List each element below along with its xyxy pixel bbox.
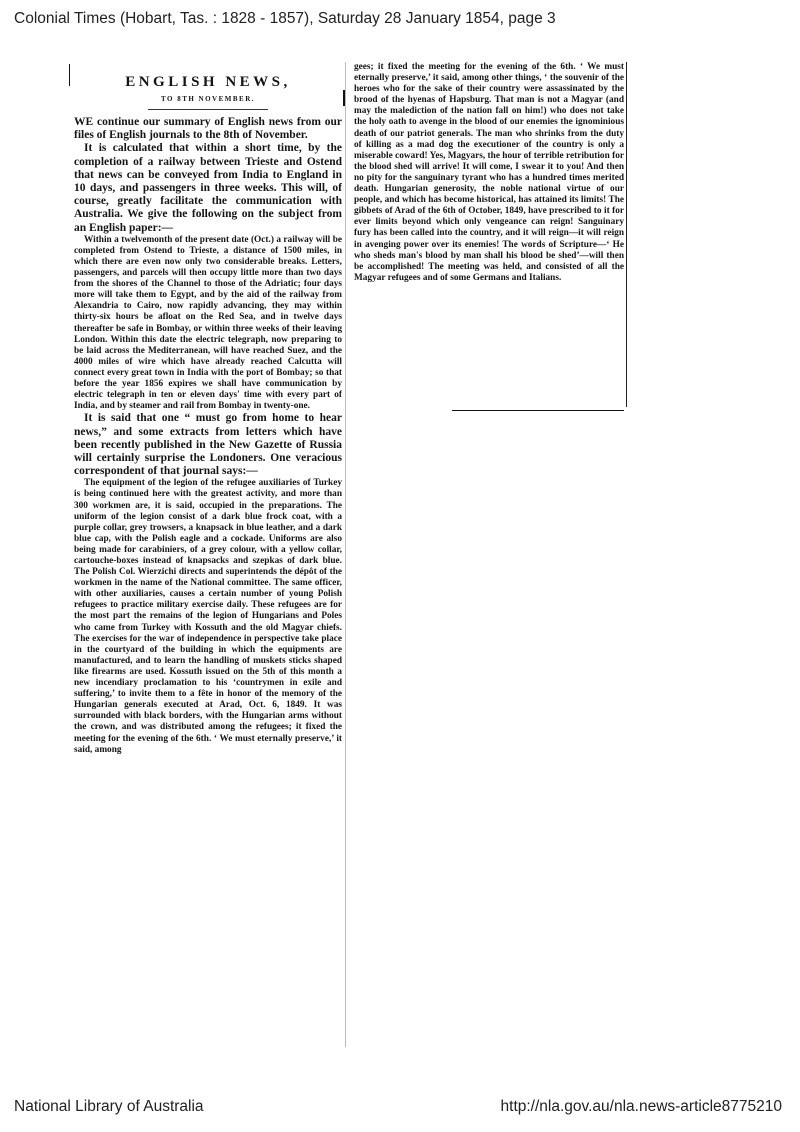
article-paragraph-telegraph: Within a twelvemonth of the present date (Oct.) a railway will be completed from Ostend to Trieste, a distance of 1500 miles, in which there are even now only two considerable breaks. Letters, passengers, and parcels will then occupy little more than two days from the shores of the Channel to those of the Adriatic; four days more will take them to Egypt, and by the aid of the railway from Alexandria to Cairo, now rapidly advancing, they may within thirty-six hours be afloat on the Red Sea, and in twelve days thereafter be safe in Bombay, or within three weeks of their leaving London. Within this date the electric telegraph, now preparing to be laid across the Mediterranean, will have reached Suez, and the 4000 miles of wire which have already reached Calcutta will connect every great town in India with the port of Bombay; so that before the year 1856 expires we shall have communication by electric telegraph in ten or eleven days' time with every part of India, and by steamer and rail from Bombay in twenty-one. (74, 234, 342, 412)
article-paragraph-intro: WE continue our summary of English news from our files of English journals to the 8th of November. (74, 116, 342, 142)
column-rule-right (626, 62, 627, 407)
article-paragraph-railway: It is calculated that within a short time, by the completion of a railway between Trieste and Ostend that news can be conveyed from India to England in 10 days, and passengers in three weeks. This will, of course, greatly facilitate the communication with Australia. We give the following on the subject from an English paper:— (74, 142, 342, 234)
footer-source: National Library of Australia (14, 1098, 204, 1115)
column-divider (345, 62, 346, 1047)
article-paragraph-legion: The equipment of the legion of the refugee auxiliaries of Turkey is being continued here with the greatest activity, and more than 300 workmen are, it is said, occupied in the preparations. The uniform of the legion consist of a dark blue frock coat, with a purple collar, grey trowsers, a knapsack in blue leather, and a dark blue cap, with the Polish eagle and a cockade. Uniforms are also being made for carabiniers, of a grey colour, with a yellow collar, cartouche-boxes instead of knapsacks and szepkas of dark blue. The Polish Col. Wierzichi directs and superintends the dépôt of the workmen in the name of the National committee. The same officer, with other auxiliaries, causes a certain number of young Polish refugees to practice military exercise daily. These refugees are for the most part the remains of the legion of Hungarians and Poles who came from Turkey with Kossuth and the old Magyar chiefs. The exercises for the war of independence in perspective take place in the courtyard of the building in which the equipments are manufactured, and to learn the handling of muskets sticks shaped like firearms are used. Kossuth issued on the 5th of this month a new incendiary proclamation to his ‘countrymen in exile and suffering,’ to invite them to a fête in honor of the memory of the Hungarian generals executed at Arad, Oct. 6, 1849. It was surrounded with black borders, with the Hungarian arms without the crown, and was distributed among the refugees; it fixed the meeting for the evening of the 6th. ‘ We must eternally preserve,’ it said, among (74, 478, 342, 755)
article-subtitle: TO 8TH NOVEMBER. (160, 95, 256, 103)
article-end-rule (452, 410, 624, 411)
article-column-2 (354, 62, 624, 412)
article-paragraph-continuation: gees; it fixed the meeting for the evening of the 6th. ‘ We must eternally preserve,’ it said, among other things, ‘ the souvenir of the heroes who for the sake of their country were assassinated by the brood of the hyenas of Hapsburg. That man is not a Magyar (and may the malediction of the nation fall on him!) who does not take the holy oath to avenge in the blood of our enemies the ignominious death of our patriot generals. The man who shrinks from the duty of killing as a mad dog the executioner of the country is only a miserable coward! Yes, Magyars, the hour of terrible retribution for the blood shed will arrive! It will come, I swear it to you! And then no pity for the sanguinary tyrant who has a hundred times merited death. Hungarian generosity, the noble national virtue of our people, and which has become historical, has attained its limits! The gibbets of Arad of the 6th of October, 1849, have prescribed to it for ever limits beyond which only vengeance can reign! Sanguinary fury has been called into the country, and it will reign—it will reign in avenging power over its enemies! The words of Scripture—‘ He who sheds man's blood by man shall his blood be shed’—will then be accomplished! The meeting was held, and consisted of all the Magyar refugees and of some Germans and Italians. (354, 62, 624, 283)
article-column-1 (74, 62, 342, 1062)
page-citation-header: Colonial Times (Hobart, Tas. : 1828 - 1857), Saturday 28 January 1854, page 3 (14, 10, 556, 27)
column-mark (343, 90, 345, 106)
column-rule-left (69, 64, 70, 86)
footer-url[interactable]: http://nla.gov.au/nla.news-article8775210 (500, 1098, 782, 1115)
title-rule (148, 109, 268, 110)
article-title: ENGLISH NEWS, (125, 74, 291, 90)
article-paragraph-russia: It is said that one “ must go from home to hear news,” and some extracts from letters which have been recently published in the New Gazette of Russia will certainly surprise the Londoners. One veracious correspondent of that journal says:— (74, 412, 342, 478)
